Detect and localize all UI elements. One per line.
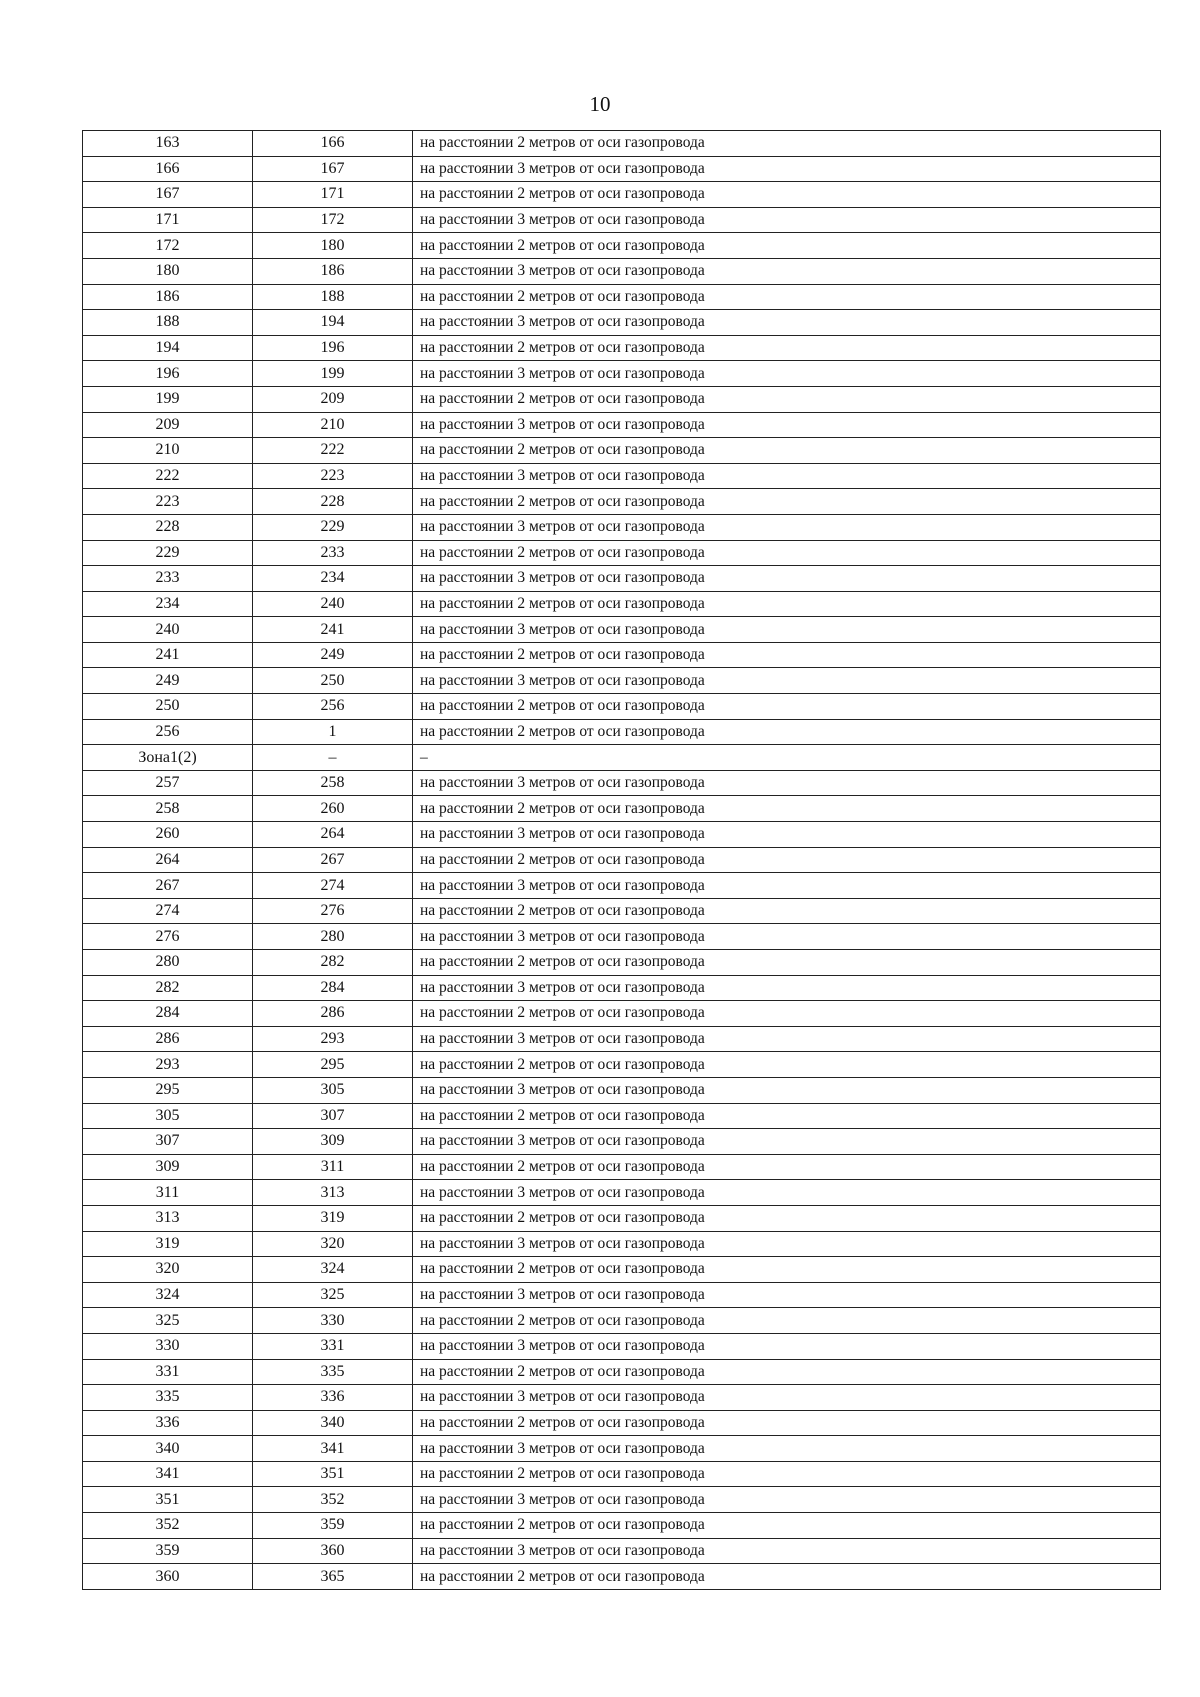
from-point-cell: Зона1(2) [83,745,253,771]
from-point-cell: 320 [83,1257,253,1283]
table-row [83,668,1161,694]
to-point-cell: 330 [253,1308,413,1334]
from-point-cell: 313 [83,1205,253,1231]
to-point-cell: 172 [253,207,413,233]
table-row [83,1129,1161,1155]
from-point-cell: 325 [83,1308,253,1334]
from-point-cell: 276 [83,924,253,950]
from-point-cell: 335 [83,1385,253,1411]
to-point-cell: 258 [253,770,413,796]
to-point-cell: 274 [253,873,413,899]
from-point-cell: 196 [83,361,253,387]
table-row [83,258,1161,284]
table-row [83,822,1161,848]
to-point-cell: 320 [253,1231,413,1257]
description-cell: на расстоянии 2 метров от оси газопровода [413,233,1161,259]
to-point-cell: 324 [253,1257,413,1283]
table-row [83,514,1161,540]
description-cell: на расстоянии 2 метров от оси газопровода [413,1308,1161,1334]
from-point-cell: 210 [83,438,253,464]
to-point-cell: 280 [253,924,413,950]
to-point-cell: 199 [253,361,413,387]
from-point-cell: 228 [83,514,253,540]
to-point-cell: 229 [253,514,413,540]
table-row [83,642,1161,668]
from-point-cell: 282 [83,975,253,1001]
table-row [83,1538,1161,1564]
from-point-cell: 163 [83,131,253,157]
to-point-cell: 307 [253,1103,413,1129]
description-cell: на расстоянии 3 метров от оси газопровода [413,1487,1161,1513]
table-row [83,182,1161,208]
description-cell: на расстоянии 3 метров от оси газопровода [413,1129,1161,1155]
to-point-cell: 305 [253,1077,413,1103]
description-cell: на расстоянии 3 метров от оси газопровода [413,514,1161,540]
table-row [83,847,1161,873]
from-point-cell: 180 [83,258,253,284]
from-point-cell: 223 [83,489,253,515]
table-row [83,796,1161,822]
from-point-cell: 222 [83,463,253,489]
from-point-cell: 359 [83,1538,253,1564]
to-point-cell: 351 [253,1461,413,1487]
to-point-cell: 222 [253,438,413,464]
from-point-cell: 257 [83,770,253,796]
to-point-cell: 319 [253,1205,413,1231]
from-point-cell: 194 [83,335,253,361]
description-cell: на расстоянии 3 метров от оси газопровода [413,1026,1161,1052]
from-point-cell: 293 [83,1052,253,1078]
description-cell: на расстоянии 3 метров от оси газопровода [413,207,1161,233]
to-point-cell: 180 [253,233,413,259]
from-point-cell: 336 [83,1410,253,1436]
table-row [83,131,1161,157]
description-cell: на расстоянии 2 метров от оси газопровода [413,719,1161,745]
table-row [83,1333,1161,1359]
to-point-cell: 325 [253,1282,413,1308]
table-row [83,463,1161,489]
table-row [83,1026,1161,1052]
table-row [83,591,1161,617]
from-point-cell: 188 [83,310,253,336]
description-cell: на расстоянии 3 метров от оси газопровода [413,1077,1161,1103]
description-cell: на расстоянии 3 метров от оси газопровода [413,156,1161,182]
from-point-cell: 264 [83,847,253,873]
description-cell: на расстоянии 2 метров от оси газопровода [413,182,1161,208]
from-point-cell: 199 [83,386,253,412]
table-row [83,1052,1161,1078]
table-row [83,233,1161,259]
table-body [83,131,1161,1590]
from-point-cell: 274 [83,898,253,924]
to-point-cell: 295 [253,1052,413,1078]
from-point-cell: 250 [83,694,253,720]
description-cell: на расстоянии 3 метров от оси газопровода [413,412,1161,438]
from-point-cell: 341 [83,1461,253,1487]
description-cell: на расстоянии 3 метров от оси газопровода [413,1333,1161,1359]
from-point-cell: 309 [83,1154,253,1180]
description-cell: на расстоянии 3 метров от оси газопровода [413,668,1161,694]
from-point-cell: 240 [83,617,253,643]
description-cell: на расстоянии 3 метров от оси газопровода [413,361,1161,387]
to-point-cell: 166 [253,131,413,157]
from-point-cell: 284 [83,1001,253,1027]
description-cell: на расстоянии 2 метров от оси газопровода [413,1410,1161,1436]
description-cell: на расстоянии 2 метров от оси газопровода [413,1001,1161,1027]
table-row [83,1154,1161,1180]
description-cell: на расстоянии 2 метров от оси газопровода [413,591,1161,617]
description-cell: на расстоянии 3 метров от оси газопровода [413,924,1161,950]
description-cell: на расстоянии 3 метров от оси газопровода [413,1538,1161,1564]
description-cell: на расстоянии 2 метров от оси газопровода [413,694,1161,720]
to-point-cell: 256 [253,694,413,720]
page-number: 10 [589,92,611,116]
from-point-cell: 233 [83,566,253,592]
description-cell: на расстоянии 3 метров от оси газопровода [413,1231,1161,1257]
description-cell: на расстоянии 3 метров от оси газопровода [413,873,1161,899]
description-cell: на расстоянии 3 метров от оси газопровода [413,1436,1161,1462]
to-point-cell: 264 [253,822,413,848]
description-cell: на расстоянии 2 метров от оси газопровода [413,284,1161,310]
description-cell: – [413,745,1161,771]
table-row [83,335,1161,361]
to-point-cell: 196 [253,335,413,361]
table-row [83,1487,1161,1513]
table-row [83,284,1161,310]
description-cell: на расстоянии 2 метров от оси газопровода [413,1154,1161,1180]
from-point-cell: 330 [83,1333,253,1359]
from-point-cell: 324 [83,1282,253,1308]
description-cell: на расстоянии 3 метров от оси газопровода [413,770,1161,796]
table-row [83,1180,1161,1206]
description-cell: на расстоянии 3 метров от оси газопровода [413,310,1161,336]
table-row [83,1513,1161,1539]
table-row [83,1564,1161,1590]
to-point-cell: 352 [253,1487,413,1513]
table-row [83,1205,1161,1231]
to-point-cell: 311 [253,1154,413,1180]
to-point-cell: 186 [253,258,413,284]
table-row [83,719,1161,745]
to-point-cell: 228 [253,489,413,515]
description-cell: на расстоянии 2 метров от оси газопровода [413,489,1161,515]
to-point-cell: 282 [253,950,413,976]
table-row [83,924,1161,950]
description-cell: на расстоянии 3 метров от оси газопровода [413,1385,1161,1411]
to-point-cell: 341 [253,1436,413,1462]
from-point-cell: 267 [83,873,253,899]
from-point-cell: 260 [83,822,253,848]
to-point-cell: 340 [253,1410,413,1436]
description-cell: на расстоянии 2 метров от оси газопровода [413,1359,1161,1385]
description-cell: на расстоянии 2 метров от оси газопровода [413,1513,1161,1539]
to-point-cell: 276 [253,898,413,924]
from-point-cell: 360 [83,1564,253,1590]
table-row [83,694,1161,720]
table-row [83,1231,1161,1257]
to-point-cell: 249 [253,642,413,668]
description-cell: на расстоянии 2 метров от оси газопровода [413,540,1161,566]
from-point-cell: 351 [83,1487,253,1513]
from-point-cell: 258 [83,796,253,822]
description-cell: на расстоянии 3 метров от оси газопровода [413,617,1161,643]
description-cell: на расстоянии 3 метров от оси газопровода [413,1282,1161,1308]
table-row [83,489,1161,515]
from-point-cell: 166 [83,156,253,182]
description-cell: на расстоянии 3 метров от оси газопровода [413,463,1161,489]
table-row [83,1282,1161,1308]
boundary-table [82,130,1161,1590]
to-point-cell: 335 [253,1359,413,1385]
table-row [83,950,1161,976]
to-point-cell: 331 [253,1333,413,1359]
to-point-cell: 284 [253,975,413,1001]
from-point-cell: 319 [83,1231,253,1257]
to-point-cell: 293 [253,1026,413,1052]
description-cell: на расстоянии 2 метров от оси газопровода [413,438,1161,464]
table-row [83,873,1161,899]
from-point-cell: 256 [83,719,253,745]
to-point-cell: 365 [253,1564,413,1590]
to-point-cell: 267 [253,847,413,873]
description-cell: на расстоянии 2 метров от оси газопровода [413,1461,1161,1487]
from-point-cell: 241 [83,642,253,668]
to-point-cell: – [253,745,413,771]
to-point-cell: 336 [253,1385,413,1411]
description-cell: на расстоянии 2 метров от оси газопровода [413,131,1161,157]
table-row [83,1103,1161,1129]
description-cell: на расстоянии 2 метров от оси газопровода [413,1052,1161,1078]
from-point-cell: 234 [83,591,253,617]
from-point-cell: 295 [83,1077,253,1103]
table-row [83,745,1161,771]
table-row [83,540,1161,566]
to-point-cell: 194 [253,310,413,336]
to-point-cell: 209 [253,386,413,412]
table-row [83,1410,1161,1436]
to-point-cell: 286 [253,1001,413,1027]
from-point-cell: 305 [83,1103,253,1129]
to-point-cell: 359 [253,1513,413,1539]
from-point-cell: 229 [83,540,253,566]
description-cell: на расстоянии 2 метров от оси газопровода [413,335,1161,361]
to-point-cell: 233 [253,540,413,566]
to-point-cell: 360 [253,1538,413,1564]
table-row [83,617,1161,643]
table-row [83,412,1161,438]
table-row [83,361,1161,387]
description-cell: на расстоянии 3 метров от оси газопровода [413,1180,1161,1206]
table-row [83,975,1161,1001]
to-point-cell: 260 [253,796,413,822]
description-cell: на расстоянии 2 метров от оси газопровода [413,898,1161,924]
table-row [83,566,1161,592]
description-cell: на расстоянии 2 метров от оси газопровода [413,1205,1161,1231]
to-point-cell: 313 [253,1180,413,1206]
table-row [83,1001,1161,1027]
description-cell: на расстоянии 3 метров от оси газопровода [413,822,1161,848]
table-row [83,310,1161,336]
table-row [83,1257,1161,1283]
from-point-cell: 209 [83,412,253,438]
to-point-cell: 223 [253,463,413,489]
to-point-cell: 210 [253,412,413,438]
description-cell: на расстоянии 2 метров от оси газопровода [413,642,1161,668]
to-point-cell: 1 [253,719,413,745]
from-point-cell: 352 [83,1513,253,1539]
to-point-cell: 309 [253,1129,413,1155]
to-point-cell: 240 [253,591,413,617]
description-cell: на расстоянии 2 метров от оси газопровода [413,847,1161,873]
table-row [83,156,1161,182]
table-row [83,770,1161,796]
description-cell: на расстоянии 3 метров от оси газопровода [413,258,1161,284]
description-cell: на расстоянии 3 метров от оси газопровода [413,975,1161,1001]
description-cell: на расстоянии 2 метров от оси газопровода [413,796,1161,822]
to-point-cell: 167 [253,156,413,182]
description-cell: на расстоянии 2 метров от оси газопровода [413,950,1161,976]
to-point-cell: 234 [253,566,413,592]
description-cell: на расстоянии 2 метров от оси газопровода [413,1564,1161,1590]
description-cell: на расстоянии 3 метров от оси газопровода [413,566,1161,592]
description-cell: на расстоянии 2 метров от оси газопровода [413,1103,1161,1129]
table-row [83,1385,1161,1411]
table-row [83,438,1161,464]
from-point-cell: 280 [83,950,253,976]
from-point-cell: 171 [83,207,253,233]
table-row [83,898,1161,924]
table-row [83,1436,1161,1462]
description-cell: на расстоянии 2 метров от оси газопровода [413,386,1161,412]
from-point-cell: 286 [83,1026,253,1052]
table-row [83,1077,1161,1103]
from-point-cell: 186 [83,284,253,310]
table-row [83,386,1161,412]
from-point-cell: 307 [83,1129,253,1155]
to-point-cell: 188 [253,284,413,310]
to-point-cell: 171 [253,182,413,208]
table-row [83,1308,1161,1334]
from-point-cell: 172 [83,233,253,259]
to-point-cell: 250 [253,668,413,694]
to-point-cell: 241 [253,617,413,643]
from-point-cell: 249 [83,668,253,694]
table-row [83,207,1161,233]
description-cell: на расстоянии 2 метров от оси газопровода [413,1257,1161,1283]
from-point-cell: 331 [83,1359,253,1385]
from-point-cell: 340 [83,1436,253,1462]
from-point-cell: 167 [83,182,253,208]
table-row [83,1359,1161,1385]
table-row [83,1461,1161,1487]
from-point-cell: 311 [83,1180,253,1206]
